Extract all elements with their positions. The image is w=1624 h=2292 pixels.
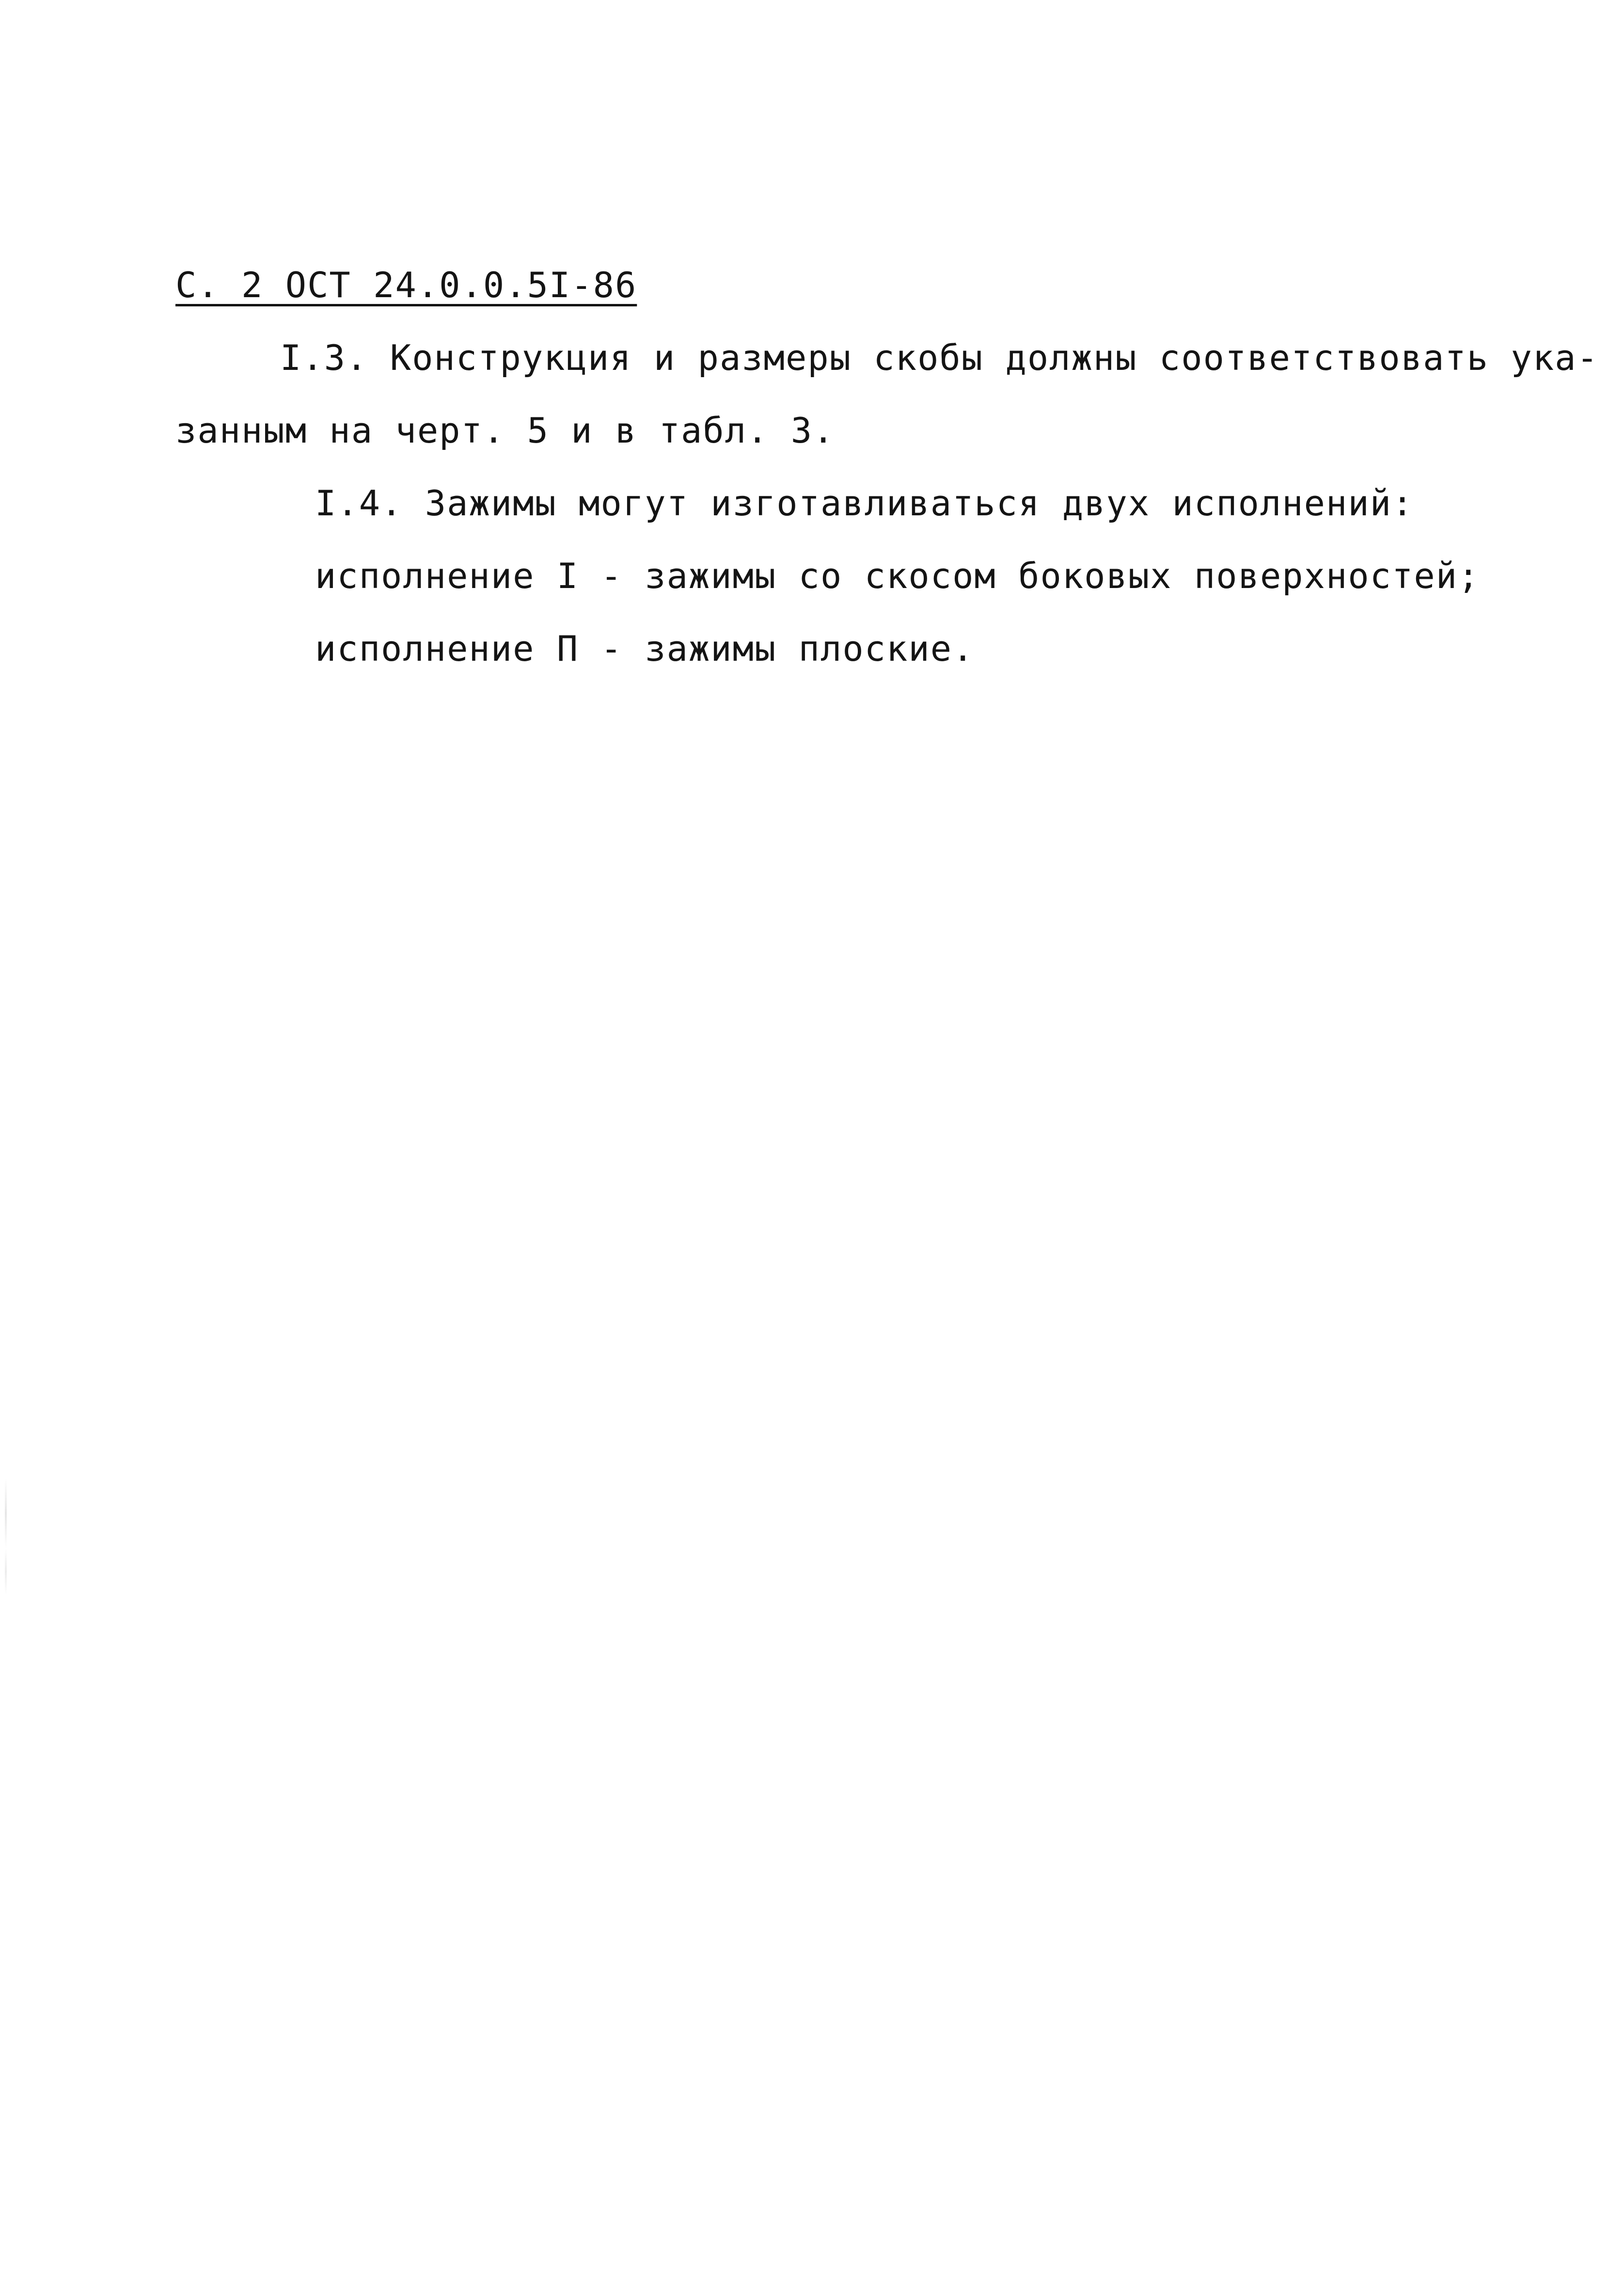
scan-margin-mark: [5, 1479, 7, 1595]
paragraph-1-4-variant-1: исполнение І - зажимы со скосом боковых поверхностей;: [315, 556, 1480, 596]
page-header: С. 2 ОСТ 24.0.0.5І-86: [175, 265, 637, 305]
paragraph-1-3-line-2: занным на черт. 5 и в табл. 3.: [175, 410, 835, 451]
paragraph-1-3-line-1: І.3. Конструкция и размеры скобы должны соответствовать ука-: [280, 337, 1599, 378]
paragraph-1-4-variant-2: исполнение П - зажимы плоские.: [315, 628, 975, 669]
paragraph-1-4-line-1: І.4. Зажимы могут изготавливаться двух исполнений:: [315, 483, 1414, 524]
